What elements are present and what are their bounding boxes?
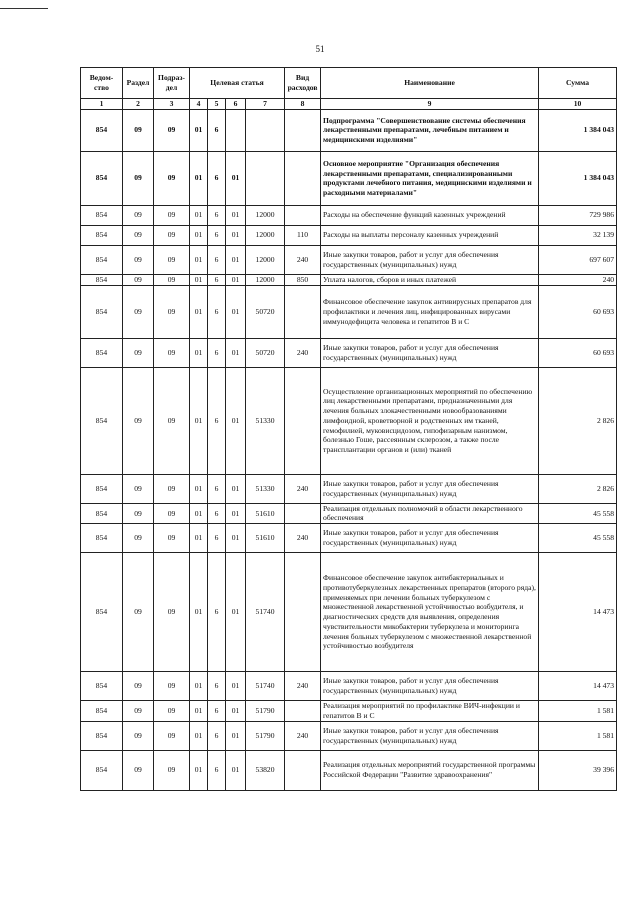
cell-summa: 729 986 — [539, 205, 617, 225]
cell-direction: 12000 — [246, 225, 285, 245]
cell-razdel: 09 — [123, 553, 154, 672]
table-body — [81, 109, 617, 790]
cell-naimenovanie: Иные закупки товаров, работ и услуг для обеспечения государственных (муниципальных) нужд — [321, 474, 539, 503]
budget-table — [80, 67, 617, 791]
table-row — [81, 701, 617, 721]
table-row — [81, 225, 617, 245]
cell-subprogram: 6 — [208, 524, 226, 553]
cell-vedomstvo: 854 — [81, 225, 123, 245]
cell-vid-raskhodov — [285, 553, 321, 672]
cell-subprogram: 6 — [208, 750, 226, 790]
cell-vedomstvo: 854 — [81, 205, 123, 225]
column-number: 5 — [208, 99, 226, 110]
cell-direction: 50720 — [246, 285, 285, 338]
corner-rule — [0, 8, 48, 9]
cell-direction: 51740 — [246, 553, 285, 672]
cell-razdel: 09 — [123, 285, 154, 338]
cell-vedomstvo: 854 — [81, 367, 123, 474]
cell-direction: 12000 — [246, 205, 285, 225]
cell-direction: 12000 — [246, 245, 285, 274]
column-number: 4 — [190, 99, 208, 110]
cell-program: 01 — [190, 245, 208, 274]
cell-podrazdel: 09 — [154, 245, 190, 274]
table-row — [81, 750, 617, 790]
cell-summa: 697 607 — [539, 245, 617, 274]
cell-razdel: 09 — [123, 109, 154, 151]
cell-summa: 39 396 — [539, 750, 617, 790]
cell-direction — [246, 151, 285, 205]
cell-vedomstvo: 854 — [81, 524, 123, 553]
cell-summa: 1 581 — [539, 701, 617, 721]
header-tselevaya-statya: Целевая статья — [190, 68, 285, 99]
cell-razdel: 09 — [123, 701, 154, 721]
cell-subprogram: 6 — [208, 245, 226, 274]
cell-podrazdel: 09 — [154, 750, 190, 790]
cell-podrazdel: 09 — [154, 338, 190, 367]
cell-naimenovanie: Осуществление организационных мероприятий по обеспечению лиц лекарственными препаратами, предназначенными для лечения больных злокачественными новообразованиями лимфоидной, кроветворной и родственных им тканей, гемофилией, муковисцидозом, гипофизарным нанизмом, болезнью Гоше, рассеянным склерозом, а также после трансплантации органов и (или) тканей — [321, 367, 539, 474]
cell-subprogram: 6 — [208, 503, 226, 523]
column-number: 7 — [246, 99, 285, 110]
cell-summa: 14 473 — [539, 672, 617, 701]
cell-vedomstvo: 854 — [81, 474, 123, 503]
table-row — [81, 274, 617, 285]
table-row — [81, 205, 617, 225]
page-number: 51 — [315, 44, 325, 54]
cell-program: 01 — [190, 503, 208, 523]
cell-program: 01 — [190, 701, 208, 721]
cell-podrazdel: 09 — [154, 274, 190, 285]
cell-naimenovanie: Иные закупки товаров, работ и услуг для обеспечения государственных (муниципальных) нужд — [321, 672, 539, 701]
cell-vedomstvo: 854 — [81, 285, 123, 338]
cell-vedomstvo: 854 — [81, 672, 123, 701]
cell-direction — [246, 109, 285, 151]
cell-direction: 53820 — [246, 750, 285, 790]
cell-vid-raskhodov: 240 — [285, 672, 321, 701]
cell-program: 01 — [190, 338, 208, 367]
cell-podrazdel: 09 — [154, 524, 190, 553]
cell-event: 01 — [226, 672, 246, 701]
cell-vid-raskhodov — [285, 205, 321, 225]
cell-naimenovanie: Иные закупки товаров, работ и услуг для обеспечения государственных (муниципальных) нужд — [321, 338, 539, 367]
cell-summa: 32 139 — [539, 225, 617, 245]
cell-summa: 45 558 — [539, 524, 617, 553]
cell-naimenovanie: Расходы на обеспечение функций казенных учреждений — [321, 205, 539, 225]
cell-vedomstvo: 854 — [81, 721, 123, 750]
cell-direction: 51790 — [246, 701, 285, 721]
cell-summa: 1 384 043 — [539, 151, 617, 205]
cell-razdel: 09 — [123, 474, 154, 503]
cell-vid-raskhodov: 240 — [285, 245, 321, 274]
cell-vid-raskhodov: 240 — [285, 474, 321, 503]
cell-event: 01 — [226, 225, 246, 245]
cell-program: 01 — [190, 721, 208, 750]
cell-subprogram: 6 — [208, 672, 226, 701]
cell-event: 01 — [226, 721, 246, 750]
cell-vid-raskhodov: 240 — [285, 721, 321, 750]
cell-podrazdel: 09 — [154, 503, 190, 523]
cell-subprogram: 6 — [208, 338, 226, 367]
column-number: 9 — [321, 99, 539, 110]
cell-program: 01 — [190, 672, 208, 701]
cell-naimenovanie: Расходы на выплаты персоналу казенных учреждений — [321, 225, 539, 245]
cell-vedomstvo: 854 — [81, 750, 123, 790]
cell-program: 01 — [190, 524, 208, 553]
cell-naimenovanie: Финансовое обеспечение закупок антивирусных препаратов для профилактики и лечения лиц, инфицированных вирусами иммунодефицита человека и гепатитов В и С — [321, 285, 539, 338]
cell-vedomstvo: 854 — [81, 503, 123, 523]
cell-vid-raskhodov: 240 — [285, 338, 321, 367]
cell-subprogram: 6 — [208, 285, 226, 338]
cell-podrazdel: 09 — [154, 151, 190, 205]
cell-direction: 51610 — [246, 503, 285, 523]
cell-direction: 51330 — [246, 367, 285, 474]
cell-podrazdel: 09 — [154, 109, 190, 151]
cell-event: 01 — [226, 285, 246, 338]
cell-naimenovanie: Иные закупки товаров, работ и услуг для обеспечения государственных (муниципальных) нужд — [321, 245, 539, 274]
column-number-row — [81, 99, 617, 110]
cell-podrazdel: 09 — [154, 285, 190, 338]
cell-vid-raskhodov — [285, 367, 321, 474]
header-vedomstvo: Ведом-ство — [81, 68, 123, 99]
table-row — [81, 721, 617, 750]
table-row — [81, 109, 617, 151]
cell-program: 01 — [190, 553, 208, 672]
table-row — [81, 245, 617, 274]
cell-event: 01 — [226, 553, 246, 672]
cell-event: 01 — [226, 474, 246, 503]
table-row — [81, 151, 617, 205]
cell-naimenovanie: Основное мероприятие "Организация обеспечения лекарственными препаратами, специализированными продуктами лечебного питания, медицинскими изделиями и расходными материалами" — [321, 151, 539, 205]
table-row — [81, 503, 617, 523]
cell-razdel: 09 — [123, 524, 154, 553]
cell-subprogram: 6 — [208, 151, 226, 205]
cell-naimenovanie: Реализация отдельных полномочий в области лекарственного обеспечения — [321, 503, 539, 523]
cell-naimenovanie: Уплата налогов, сборов и иных платежей — [321, 274, 539, 285]
cell-razdel: 09 — [123, 245, 154, 274]
cell-razdel: 09 — [123, 205, 154, 225]
column-number: 3 — [154, 99, 190, 110]
cell-vid-raskhodov — [285, 750, 321, 790]
cell-program: 01 — [190, 225, 208, 245]
cell-subprogram: 6 — [208, 225, 226, 245]
cell-event: 01 — [226, 338, 246, 367]
header-naimenovanie: Наименование — [321, 68, 539, 99]
cell-vedomstvo: 854 — [81, 274, 123, 285]
cell-podrazdel: 09 — [154, 553, 190, 672]
cell-summa: 2 826 — [539, 367, 617, 474]
cell-summa: 14 473 — [539, 553, 617, 672]
cell-razdel: 09 — [123, 750, 154, 790]
cell-vedomstvo: 854 — [81, 109, 123, 151]
cell-direction: 50720 — [246, 338, 285, 367]
column-number: 2 — [123, 99, 154, 110]
cell-program: 01 — [190, 274, 208, 285]
cell-program: 01 — [190, 109, 208, 151]
table-row — [81, 524, 617, 553]
cell-vedomstvo: 854 — [81, 151, 123, 205]
header-razdel: Раздел — [123, 68, 154, 99]
cell-summa: 2 826 — [539, 474, 617, 503]
header-vid-raskhodov: Вид расходов — [285, 68, 321, 99]
cell-vid-raskhodov: 240 — [285, 524, 321, 553]
cell-summa: 60 693 — [539, 285, 617, 338]
cell-naimenovanie: Иные закупки товаров, работ и услуг для обеспечения государственных (муниципальных) нужд — [321, 524, 539, 553]
header-summa: Сумма — [539, 68, 617, 99]
cell-razdel: 09 — [123, 338, 154, 367]
column-number: 10 — [539, 99, 617, 110]
cell-vedomstvo: 854 — [81, 701, 123, 721]
cell-podrazdel: 09 — [154, 367, 190, 474]
cell-event: 01 — [226, 701, 246, 721]
table-row — [81, 367, 617, 474]
cell-razdel: 09 — [123, 672, 154, 701]
cell-event: 01 — [226, 205, 246, 225]
cell-naimenovanie: Реализация мероприятий по профилактике ВИЧ-инфекции и гепатитов В и С — [321, 701, 539, 721]
cell-direction: 51790 — [246, 721, 285, 750]
cell-vedomstvo: 854 — [81, 338, 123, 367]
cell-subprogram: 6 — [208, 701, 226, 721]
cell-podrazdel: 09 — [154, 672, 190, 701]
cell-naimenovanie: Подпрограмма "Совершенствование системы обеспечения лекарственными препаратами, лечебным питанием и медицинскими изделиями" — [321, 109, 539, 151]
cell-event: 01 — [226, 367, 246, 474]
cell-podrazdel: 09 — [154, 474, 190, 503]
cell-podrazdel: 09 — [154, 701, 190, 721]
cell-razdel: 09 — [123, 503, 154, 523]
cell-vedomstvo: 854 — [81, 553, 123, 672]
cell-summa: 1 384 043 — [539, 109, 617, 151]
cell-vid-raskhodov: 850 — [285, 274, 321, 285]
cell-subprogram: 6 — [208, 474, 226, 503]
cell-summa: 60 693 — [539, 338, 617, 367]
cell-razdel: 09 — [123, 367, 154, 474]
cell-program: 01 — [190, 750, 208, 790]
cell-direction: 51610 — [246, 524, 285, 553]
cell-event: 01 — [226, 524, 246, 553]
cell-vid-raskhodov — [285, 151, 321, 205]
cell-subprogram: 6 — [208, 367, 226, 474]
cell-vid-raskhodov — [285, 285, 321, 338]
cell-razdel: 09 — [123, 151, 154, 205]
header-podrazdel: Подраз-дел — [154, 68, 190, 99]
cell-subprogram: 6 — [208, 205, 226, 225]
table-row — [81, 474, 617, 503]
cell-event: 01 — [226, 750, 246, 790]
cell-program: 01 — [190, 151, 208, 205]
table-row — [81, 338, 617, 367]
cell-direction: 51330 — [246, 474, 285, 503]
cell-naimenovanie: Финансовое обеспечение закупок антибактериальных и противотуберкулезных лекарственных препаратов (второго ряда), применяемых при лечении больных туберкулезом с множественной лекарственной устойчивостью возбудителя, и диагностических средств для выявления, определения чувствительности микобактерии туберкулеза и мониторинга лечения больных туберкулезом с множественной лекарственной устойчивостью возбудителя — [321, 553, 539, 672]
cell-program: 01 — [190, 205, 208, 225]
cell-summa: 240 — [539, 274, 617, 285]
column-number: 6 — [226, 99, 246, 110]
cell-razdel: 09 — [123, 721, 154, 750]
table-row — [81, 553, 617, 672]
cell-subprogram: 6 — [208, 721, 226, 750]
cell-vid-raskhodov — [285, 503, 321, 523]
cell-subprogram: 6 — [208, 553, 226, 672]
table-row — [81, 672, 617, 701]
cell-event: 01 — [226, 503, 246, 523]
cell-program: 01 — [190, 285, 208, 338]
cell-event — [226, 109, 246, 151]
cell-vid-raskhodov: 110 — [285, 225, 321, 245]
cell-podrazdel: 09 — [154, 205, 190, 225]
table-row — [81, 285, 617, 338]
cell-direction: 12000 — [246, 274, 285, 285]
cell-event: 01 — [226, 274, 246, 285]
cell-summa: 1 581 — [539, 721, 617, 750]
cell-summa: 45 558 — [539, 503, 617, 523]
column-number: 1 — [81, 99, 123, 110]
cell-program: 01 — [190, 367, 208, 474]
cell-subprogram: 6 — [208, 109, 226, 151]
cell-subprogram: 6 — [208, 274, 226, 285]
cell-vedomstvo: 854 — [81, 245, 123, 274]
cell-vid-raskhodov — [285, 109, 321, 151]
cell-razdel: 09 — [123, 225, 154, 245]
cell-razdel: 09 — [123, 274, 154, 285]
cell-podrazdel: 09 — [154, 721, 190, 750]
column-number: 8 — [285, 99, 321, 110]
cell-vid-raskhodov — [285, 701, 321, 721]
cell-podrazdel: 09 — [154, 225, 190, 245]
table-header-row — [81, 68, 617, 99]
cell-direction: 51740 — [246, 672, 285, 701]
cell-event: 01 — [226, 245, 246, 274]
cell-naimenovanie: Иные закупки товаров, работ и услуг для обеспечения государственных (муниципальных) нужд — [321, 721, 539, 750]
cell-program: 01 — [190, 474, 208, 503]
cell-event: 01 — [226, 151, 246, 205]
cell-naimenovanie: Реализация отдельных мероприятий государственной программы Российской Федерации "Развитие здравоохранения" — [321, 750, 539, 790]
